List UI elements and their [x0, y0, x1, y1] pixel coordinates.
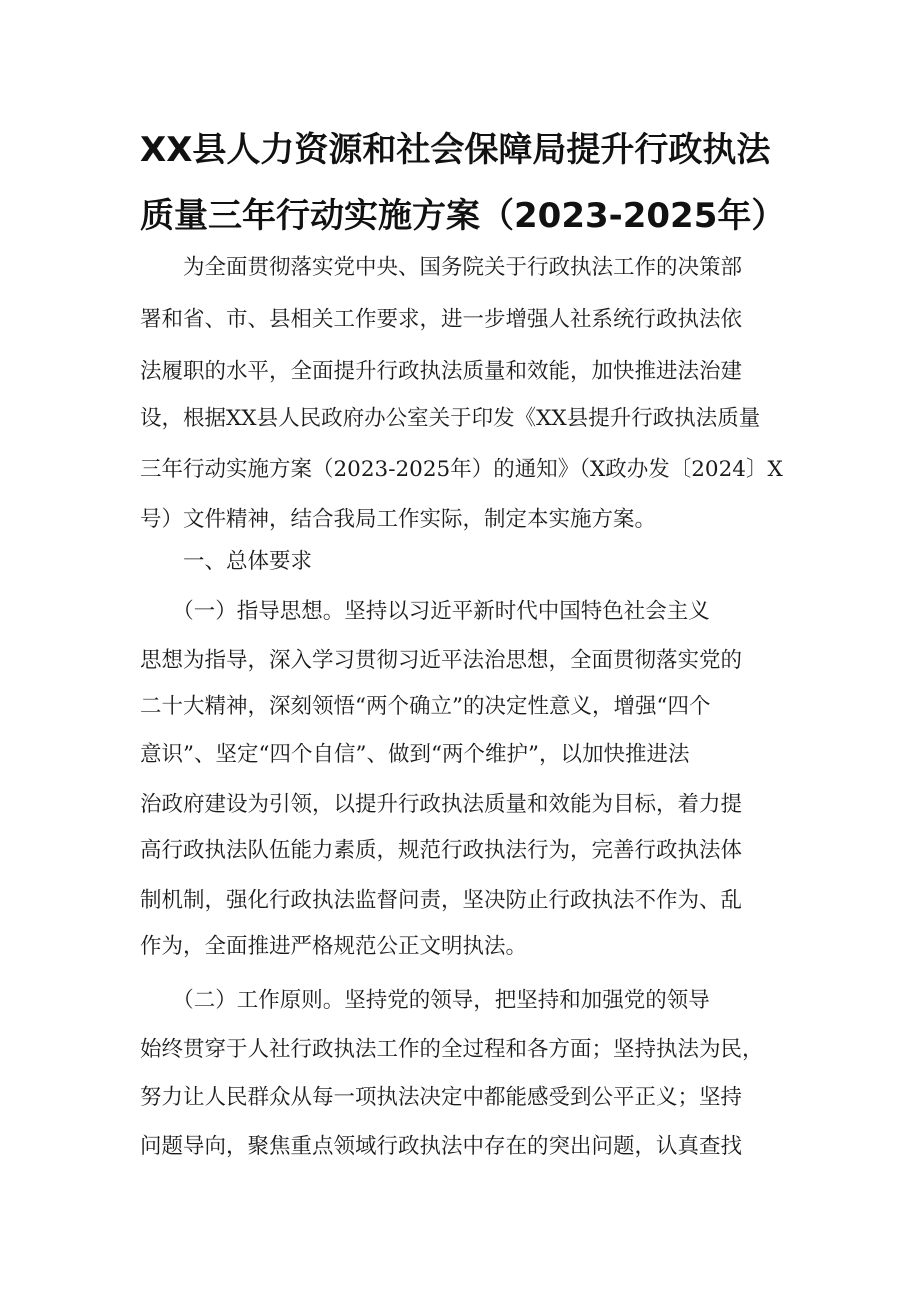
- body-line: 思想为指导，深入学习贯彻习近平法治思想，全面贯彻落实党的: [140, 648, 743, 673]
- body-line: 努力让人民群众从每一项执法决定中都能感受到公平正义；坚持: [140, 1085, 743, 1110]
- body-line: 三年行动实施方案（2023-2025年）的通知》（X政办发〔2024〕X: [140, 457, 783, 482]
- body-line: 二十大精神，深刻领悟“两个确立”的决定性意义，增强“四个: [140, 694, 711, 719]
- body-line: 意识”、坚定“四个自信”、做到“两个维护”，以加快推进法: [140, 742, 690, 767]
- body-line: 为全面贯彻落实党中央、国务院关于行政执法工作的决策部: [140, 255, 743, 280]
- body-line: 署和省、市、县相关工作要求，进一步增强人社系统行政执法依: [140, 307, 743, 332]
- document-title-line-1: XX县人力资源和社会保障局提升行政执法: [140, 130, 771, 170]
- body-line: 制机制，强化行政执法监督问责，坚决防止行政执法不作为、乱: [140, 888, 743, 913]
- section-heading: 一、总体要求: [140, 549, 313, 574]
- body-line: 设，根据XX县人民政府办公室关于印发《XX县提升行政执法质量: [140, 406, 761, 431]
- body-line: 始终贯穿于人社行政执法工作的全过程和各方面；坚持执法为民，: [140, 1037, 764, 1062]
- body-line: 治政府建设为引领，以提升行政执法质量和效能为目标，着力提: [140, 792, 743, 817]
- body-line: 作为，全面推进严格规范公正文明执法。: [140, 934, 528, 959]
- body-line: （二）工作原则。坚持党的领导，把坚持和加强党的领导: [140, 988, 710, 1013]
- body-line: 号）文件精神，结合我局工作实际，制定本实施方案。: [140, 507, 657, 532]
- body-line: 法履职的水平，全面提升行政执法质量和效能，加快推进法治建: [140, 359, 743, 384]
- body-line: （一）指导思想。坚持以习近平新时代中国特色社会主义: [140, 599, 710, 624]
- body-line: 高行政执法队伍能力素质，规范行政执法行为，完善行政执法体: [140, 838, 743, 863]
- document-title-line-2: 质量三年行动实施方案（2023-2025年）: [140, 196, 786, 236]
- body-line: 问题导向，聚焦重点领域行政执法中存在的突出问题，认真查找: [140, 1134, 743, 1159]
